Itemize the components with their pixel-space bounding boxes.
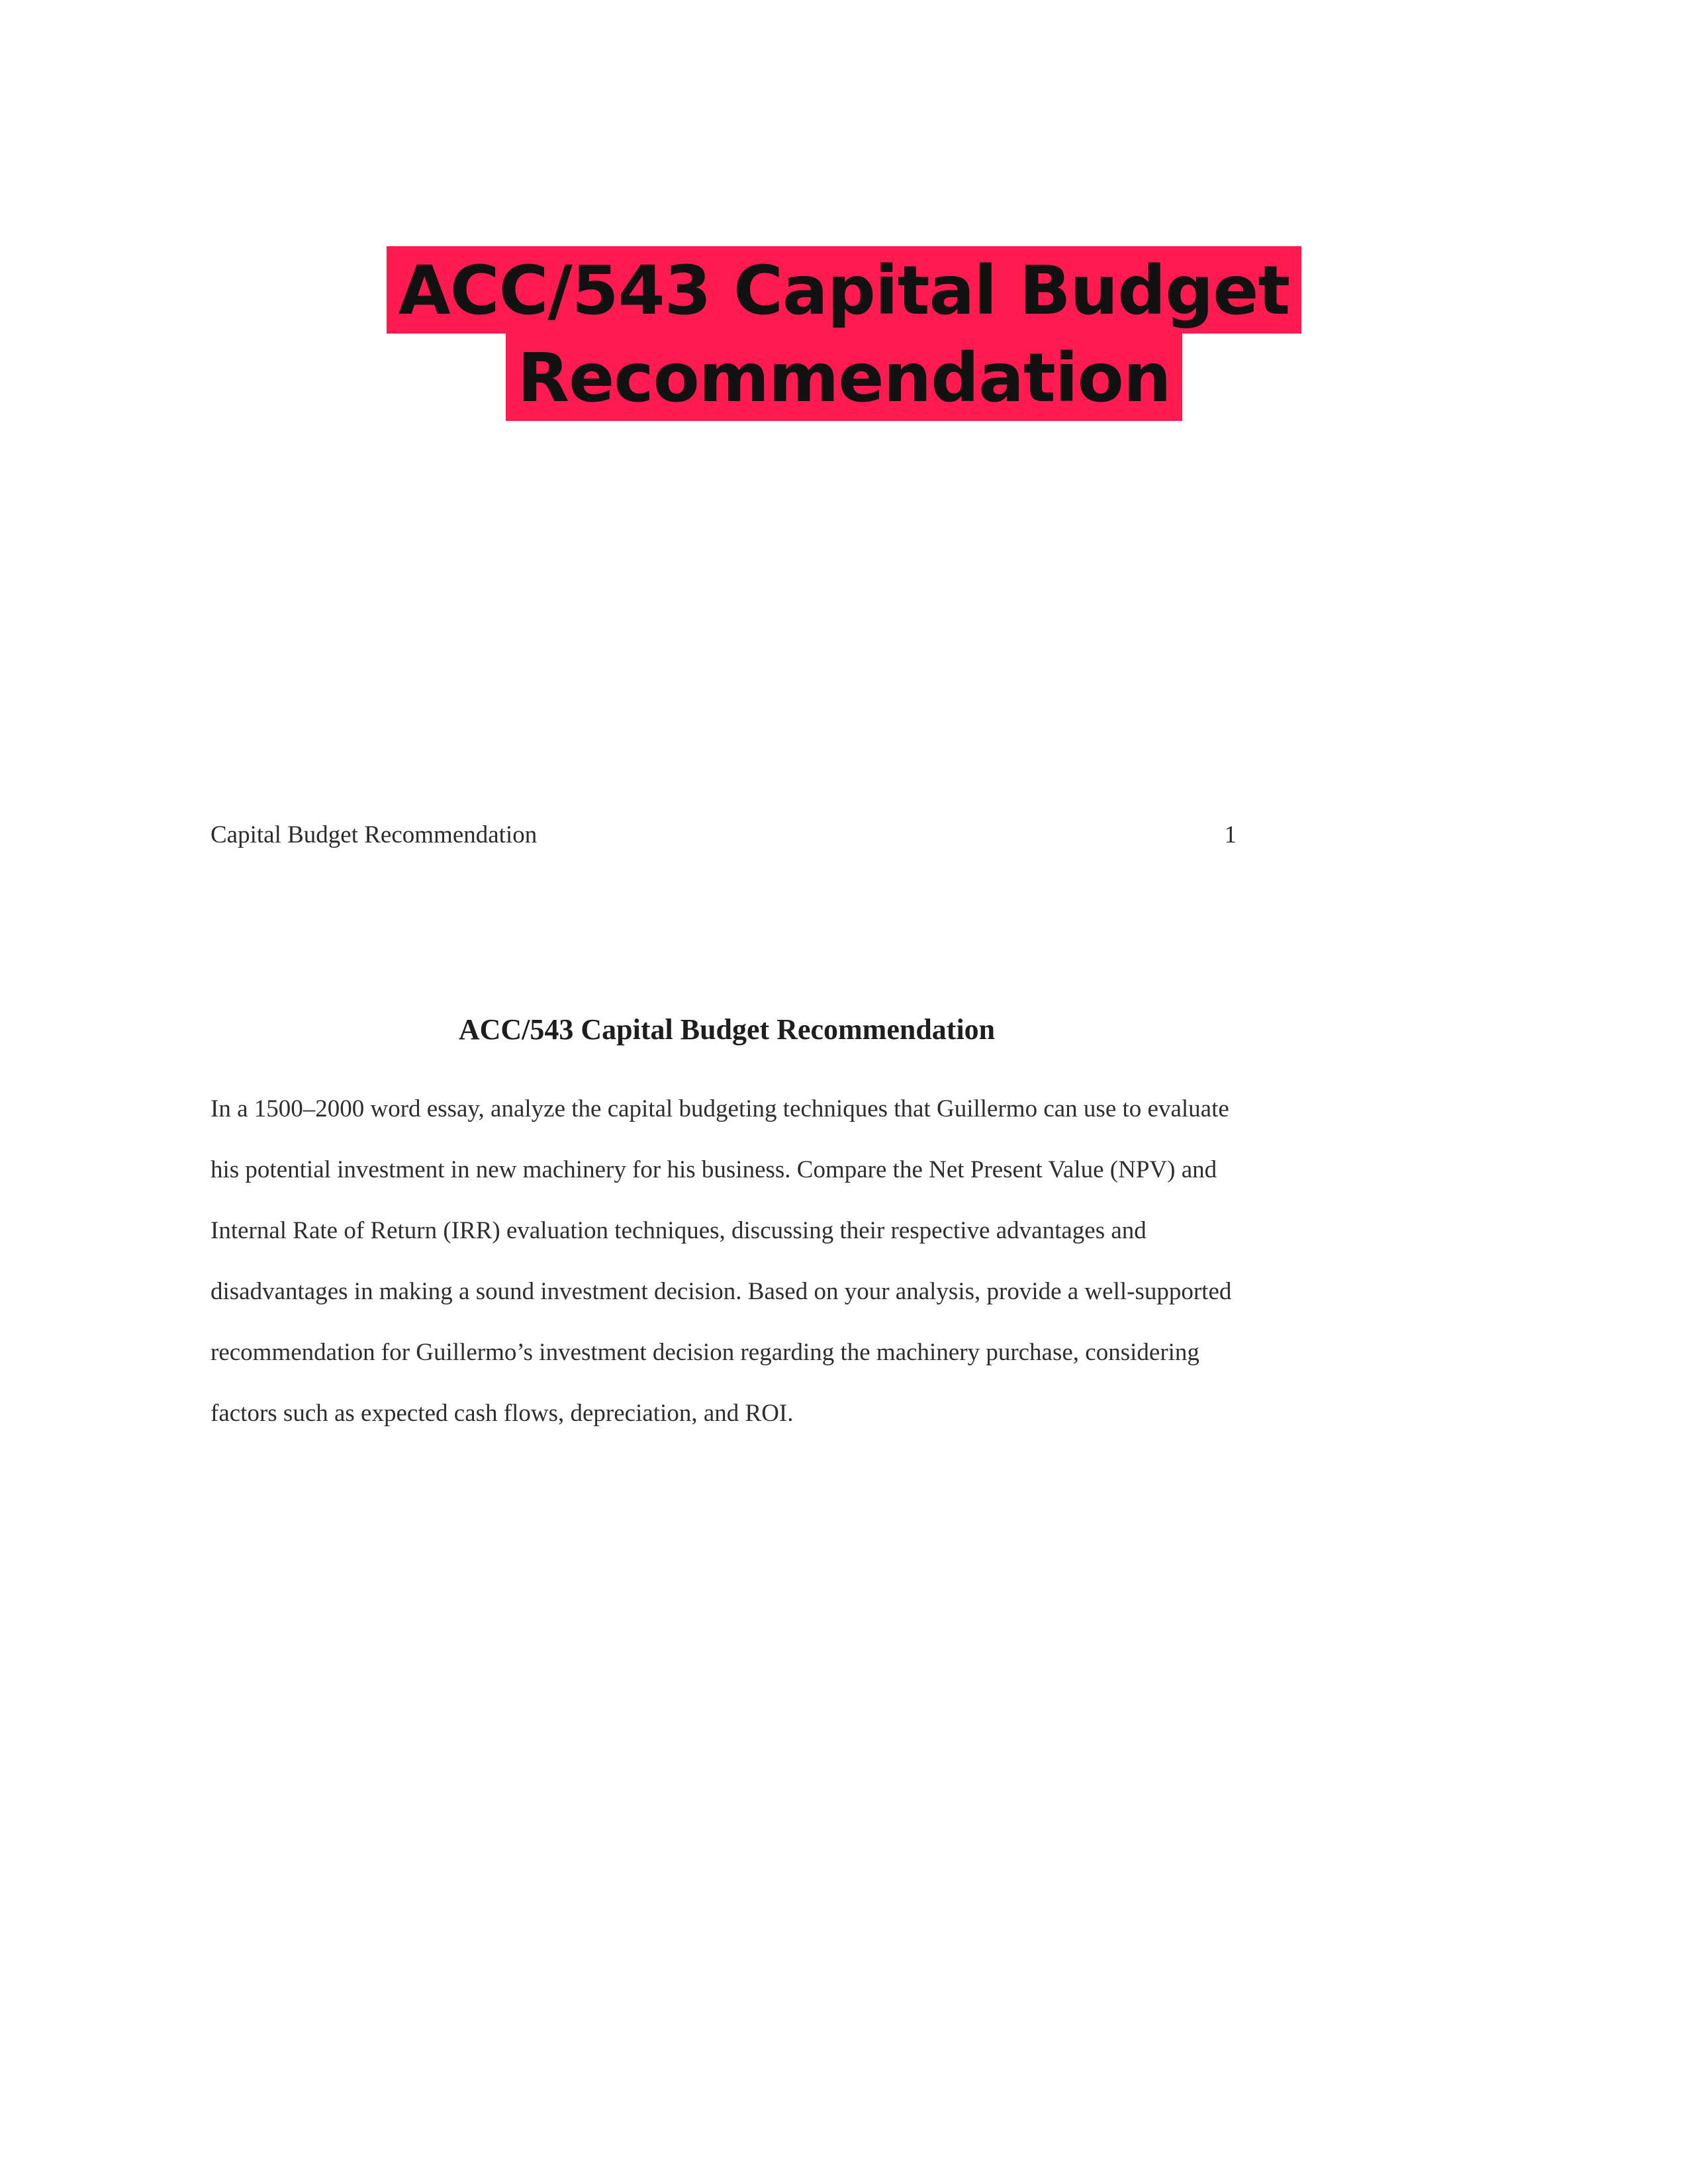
document-body (211, 1079, 1243, 1444)
document-preview (211, 794, 1243, 1721)
title-banner (0, 246, 1688, 421)
running-head: Capital Budget Recommendation (211, 821, 538, 848)
page-number: 1 (1224, 821, 1237, 848)
document-title: ACC/543 Capital Budget Recommendation (458, 1013, 996, 1046)
banner-title-line-2: Recommendation (506, 334, 1183, 421)
body-paragraph: In a 1500–2000 word essay, analyze the capital budgeting techniques that Guillermo can use to evaluate his potential investment in new machinery for his business. Compare the Net Present Value (NPV) and Internal Rate of Return (IRR) evaluation techniques, discussing their respective advantages and disadvantages in making a sound investment decision. Based on your analysis, provide a well-supported recommendation for Guillermo’s investment decision regarding the machinery purchase, considering factors such as expected cash flows, depreciation, and ROI. (211, 1095, 1232, 1427)
banner-title-line-1: ACC/543 Capital Budget (387, 246, 1301, 334)
